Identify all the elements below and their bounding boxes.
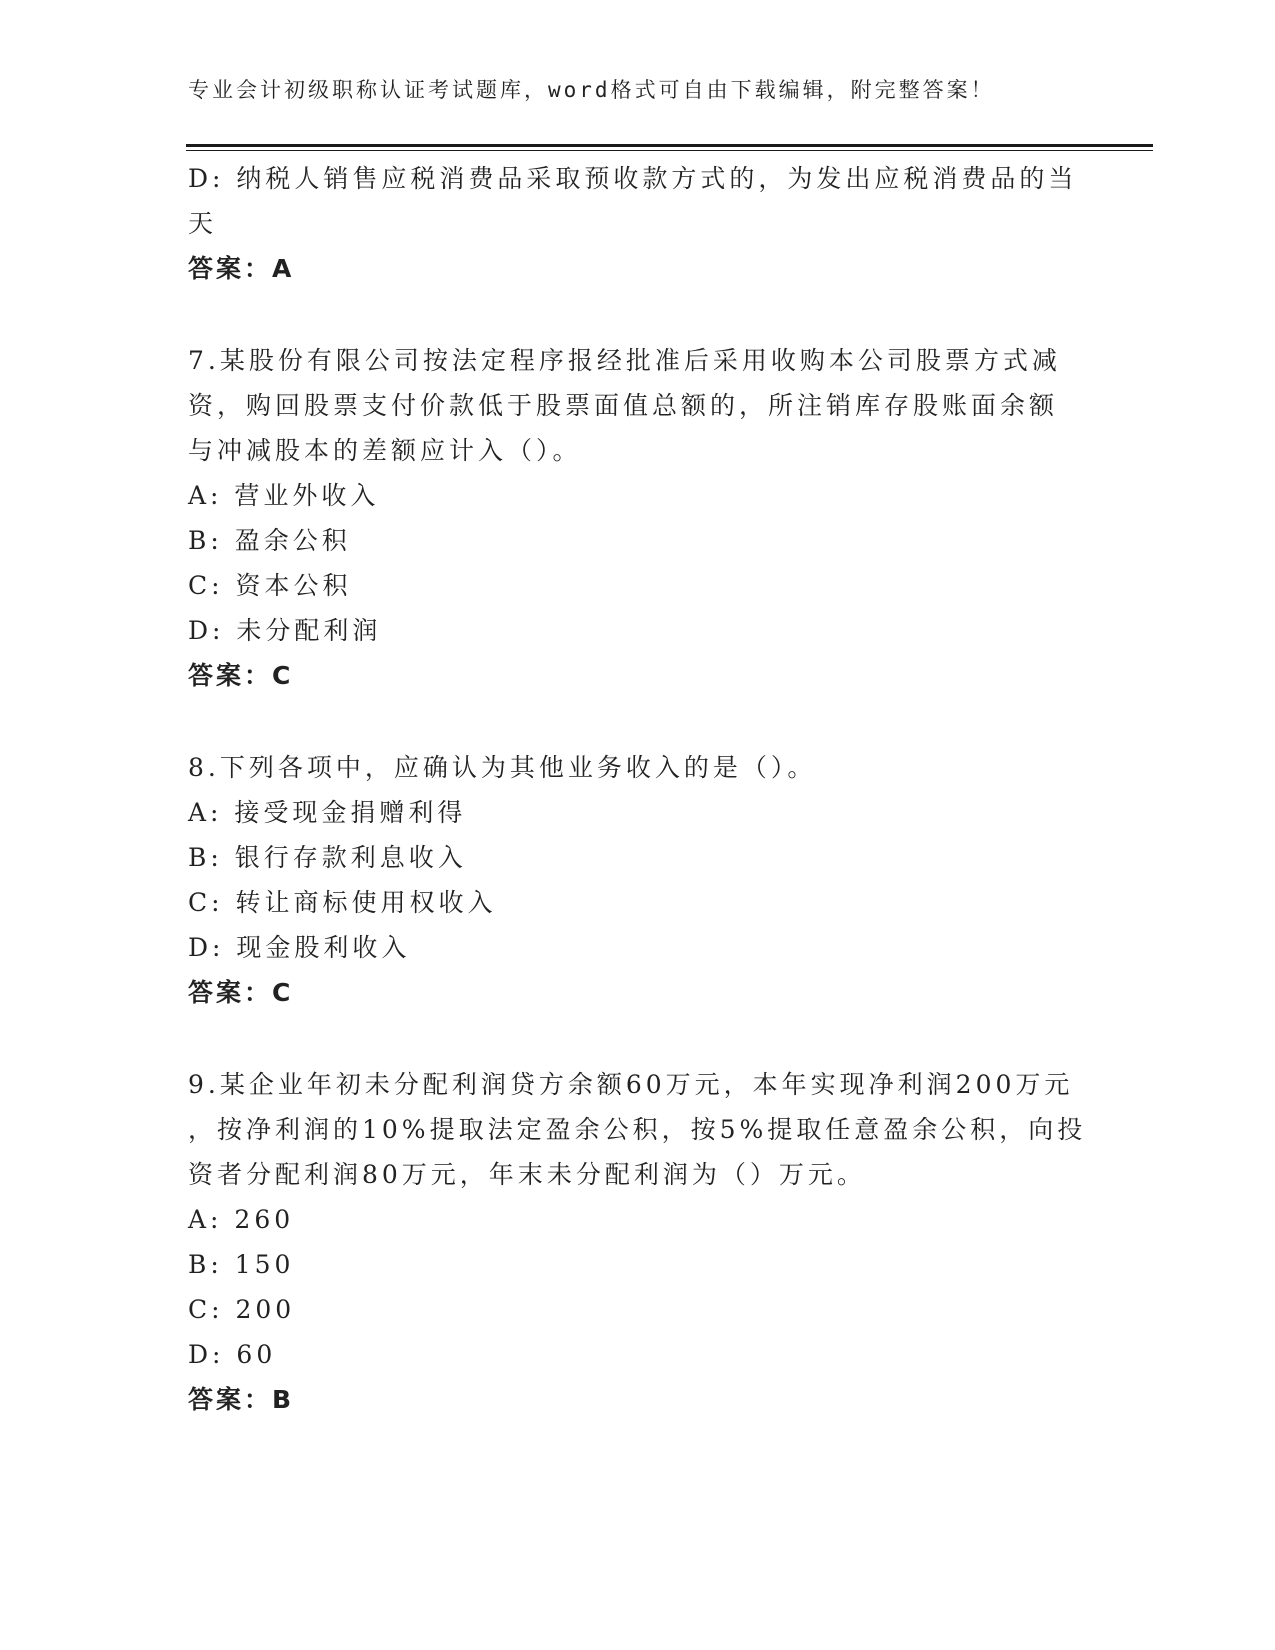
option-b: B: 盈余公积 [188, 526, 351, 555]
option-c: C: 资本公积 [188, 571, 352, 600]
question-stem-line: 资者分配利润80万元，年末未分配利润为（）万元。 [188, 1160, 866, 1189]
option-a: A: 接受现金捐赠利得 [188, 798, 467, 827]
option-d: D: 现金股利收入 [188, 933, 411, 962]
header-divider-thick [186, 144, 1153, 147]
option-c: C: 200 [188, 1295, 296, 1324]
question-stem-line: 7.某股份有限公司按法定程序报经批准后采用收购本公司股票方式减 [188, 346, 1061, 375]
option-b: B: 150 [188, 1250, 295, 1279]
question-stem-line: 资，购回股票支付价款低于股票面值总额的，所注销库存股账面余额 [188, 391, 1059, 420]
answer-line: 答案：B [188, 1385, 295, 1414]
option-d-line-2: 天 [188, 209, 218, 238]
question-content [188, 156, 1088, 1422]
option-d-line-1: D: 纳税人销售应税消费品采取预收款方式的，为发出应税消费品的当 [188, 164, 1078, 193]
question-block [188, 745, 1088, 1015]
question-stem-line: 9.某企业年初未分配利润贷方余额60万元，本年实现净利润200万元 [188, 1070, 1074, 1099]
question-stem-line: ，按净利润的10%提取法定盈余公积，按5%提取任意盈余公积，向投 [188, 1115, 1087, 1144]
answer-line: 答案：A [188, 254, 295, 283]
question-stem-line: 与冲减股本的差额应计入（）。 [188, 436, 582, 465]
option-d: D: 60 [188, 1340, 277, 1369]
question-block [188, 338, 1088, 698]
header-divider-thin [186, 150, 1153, 151]
question-block [188, 1062, 1088, 1422]
answer-line: 答案：C [188, 978, 294, 1007]
option-c: C: 转让商标使用权收入 [188, 888, 497, 917]
option-d: D: 未分配利润 [188, 616, 382, 645]
question-stem-line: 8.下列各项中，应确认为其他业务收入的是（）。 [188, 753, 817, 782]
option-a: A: 260 [188, 1205, 295, 1234]
option-b: B: 银行存款利息收入 [188, 843, 467, 872]
page-header: 专业会计初级职称认证考试题库，word格式可自由下载编辑，附完整答案！ [188, 78, 995, 102]
option-a: A: 营业外收入 [188, 481, 380, 510]
answer-line: 答案：C [188, 661, 294, 690]
